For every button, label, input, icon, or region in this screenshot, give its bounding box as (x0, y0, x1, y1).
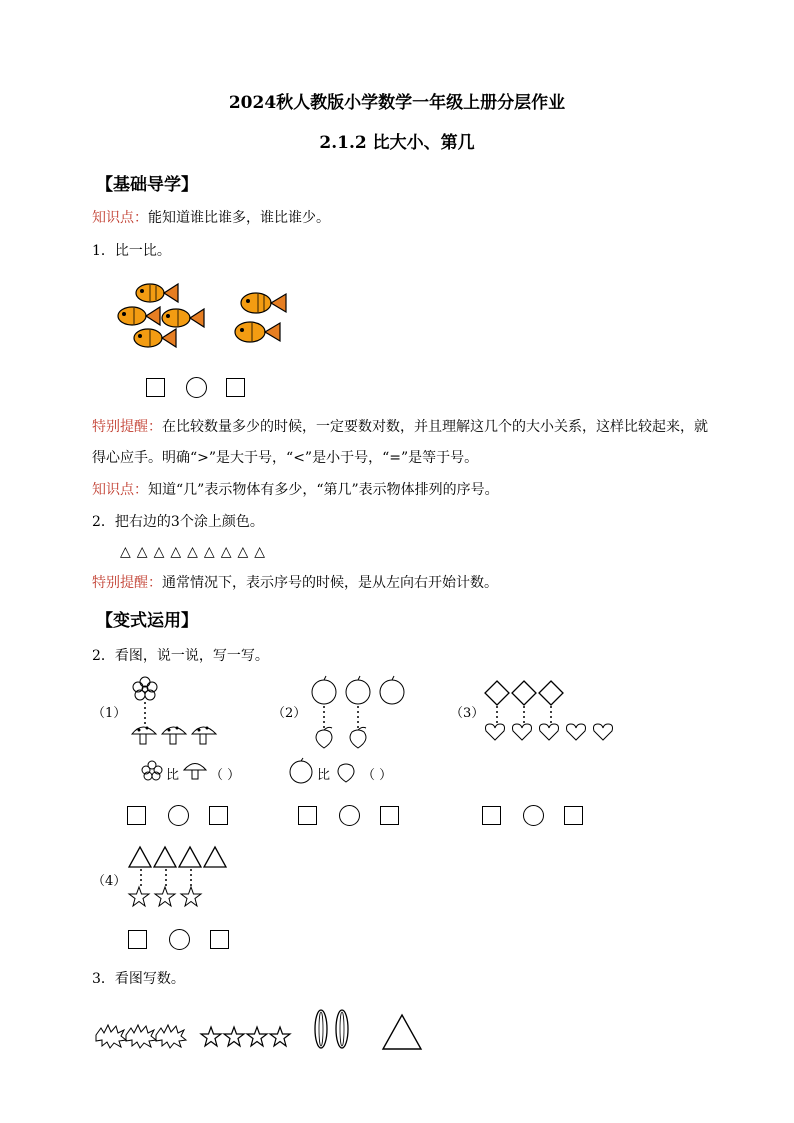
tip-1-line-2: 得心应手。明确“>”是大于号，“<”是小于号，“=”是等于号。 (92, 450, 479, 466)
compare-word-1: 比 (166, 768, 180, 783)
part-3-label: （3） (450, 706, 485, 721)
heart-icon (594, 724, 613, 740)
triangle-row (120, 541, 271, 560)
triangle-icon[interactable]: △ (153, 544, 165, 560)
tip2-label: 特别提醒： (92, 575, 162, 591)
answer-circle[interactable] (169, 929, 190, 950)
triangle-large-icon (382, 1014, 422, 1050)
diamond-row (484, 680, 566, 706)
peach-row (312, 726, 378, 750)
dotted-lines (322, 706, 362, 728)
tip1-label: 特别提醒： (92, 419, 162, 435)
knowledge-point-2 (92, 479, 499, 499)
triangle-icon (154, 847, 176, 867)
star-icon (224, 1027, 244, 1046)
heart-icon (540, 724, 559, 740)
heart-icon (567, 724, 586, 740)
heart-icon (513, 724, 532, 740)
answer-box[interactable] (128, 930, 147, 949)
apple-icon-small (288, 758, 314, 784)
answer-box[interactable] (380, 806, 399, 825)
peach-icon-small (334, 760, 358, 784)
triangle-icon[interactable]: △ (136, 544, 148, 560)
fish-icon (134, 329, 176, 347)
star-icon (129, 887, 149, 906)
triangle-icon[interactable]: △ (237, 544, 249, 560)
fish-group-left (112, 276, 212, 356)
star-icon (247, 1027, 267, 1046)
blank-1[interactable]: （ ） (210, 768, 241, 783)
question-2b: 2．看图，说一说，写一写。 (92, 648, 269, 664)
section-heading-basic: 【基础导学】 (96, 175, 198, 195)
triangle-icon (179, 847, 201, 867)
triangle-icon (129, 847, 151, 867)
apple-icon (380, 676, 404, 704)
knowledge-point-1 (92, 207, 330, 227)
page-subtitle: 2.1.2 比大小、第几 (319, 133, 475, 153)
triangle-icon[interactable]: △ (254, 544, 266, 560)
burst-icon (96, 1025, 126, 1048)
triangle-shape-row (128, 846, 230, 868)
dotted-lines (139, 869, 199, 887)
cylinder-row (312, 1008, 352, 1050)
fish-icon (235, 322, 280, 342)
star-icon (181, 887, 201, 906)
answer-box[interactable] (482, 806, 501, 825)
kp2-label: 知识点： (92, 482, 148, 498)
mushroom-icon (162, 727, 186, 745)
kp2-text: 知道“几”表示物体有多少，“第几”表示物体排列的序号。 (148, 482, 499, 498)
triangle-icon[interactable]: △ (170, 544, 182, 560)
tip1-text-1: 在比较数量多少的时候，一定要数对数，并且理解这几个的大小关系，这样比较起来，就 (162, 419, 708, 435)
diamond-icon (485, 681, 509, 705)
section-heading-variant: 【变式运用】 (96, 611, 198, 631)
mushroom-icon-small (182, 760, 208, 782)
apple-row (310, 676, 410, 706)
star-row-q3 (200, 1026, 294, 1048)
compare-word-2: 比 (317, 768, 331, 783)
heart-icon (486, 724, 505, 740)
cylinder-icon (336, 1010, 348, 1048)
kp1-label: 知识点： (92, 210, 148, 226)
tip-1-line-1 (92, 416, 708, 436)
part-2-label: （2） (272, 706, 307, 721)
answer-circle[interactable] (339, 805, 360, 826)
triangle-icon[interactable]: △ (187, 544, 198, 560)
answer-box[interactable] (564, 806, 583, 825)
answer-box[interactable] (298, 806, 317, 825)
mushroom-icon (132, 727, 156, 745)
mushroom-icon (192, 727, 216, 745)
part-1-label: （1） (92, 706, 127, 721)
fish-group-right (228, 288, 298, 353)
burst-icon (126, 1025, 156, 1048)
flower-icon-small (140, 760, 164, 782)
diamond-icon (539, 681, 563, 705)
mushroom-row (130, 722, 222, 748)
triangle-icon[interactable]: △ (203, 544, 215, 560)
answer-box[interactable] (209, 806, 228, 825)
answer-circle[interactable] (186, 377, 207, 398)
answer-box[interactable] (146, 378, 165, 397)
question-1: 1．比一比。 (92, 243, 171, 259)
question-2: 2．把右边的3个涂上颜色。 (92, 514, 264, 530)
peach-icon (350, 727, 366, 748)
answer-box[interactable] (127, 806, 146, 825)
fish-icon (241, 293, 286, 313)
cylinder-icon (315, 1010, 327, 1048)
fish-icon (136, 284, 178, 302)
blank-2[interactable]: （ ） (362, 768, 393, 783)
dotted-line (143, 702, 147, 724)
diamond-icon (512, 681, 536, 705)
answer-circle[interactable] (168, 805, 189, 826)
burst-icon (156, 1025, 186, 1048)
fish-icon (118, 307, 160, 325)
star-row (128, 886, 208, 908)
answer-box[interactable] (226, 378, 245, 397)
tip2-text: 通常情况下，表示序号的时候，是从左向右开始计数。 (162, 575, 498, 591)
page-title: 2024秋人教版小学数学一年级上册分层作业 (228, 93, 566, 113)
peach-icon (316, 727, 332, 748)
triangle-icon (204, 847, 226, 867)
answer-circle[interactable] (523, 805, 544, 826)
heart-row (484, 722, 618, 742)
fish-icon (162, 309, 204, 327)
tip-2 (92, 572, 498, 592)
triangle-icon[interactable]: △ (120, 544, 131, 560)
star-icon (270, 1027, 290, 1046)
part-4-label: （4） (92, 874, 127, 889)
kp1-text: 能知道谁比谁多，谁比谁少。 (148, 210, 330, 226)
apple-icon (346, 676, 370, 704)
star-icon (201, 1027, 221, 1046)
star-icon (155, 887, 175, 906)
triangle-icon[interactable]: △ (220, 544, 232, 560)
answer-box[interactable] (210, 930, 229, 949)
apple-icon (312, 676, 336, 704)
burst-row (94, 1020, 190, 1050)
flower-icon (130, 676, 160, 702)
question-3: 3．看图写数。 (92, 971, 185, 987)
